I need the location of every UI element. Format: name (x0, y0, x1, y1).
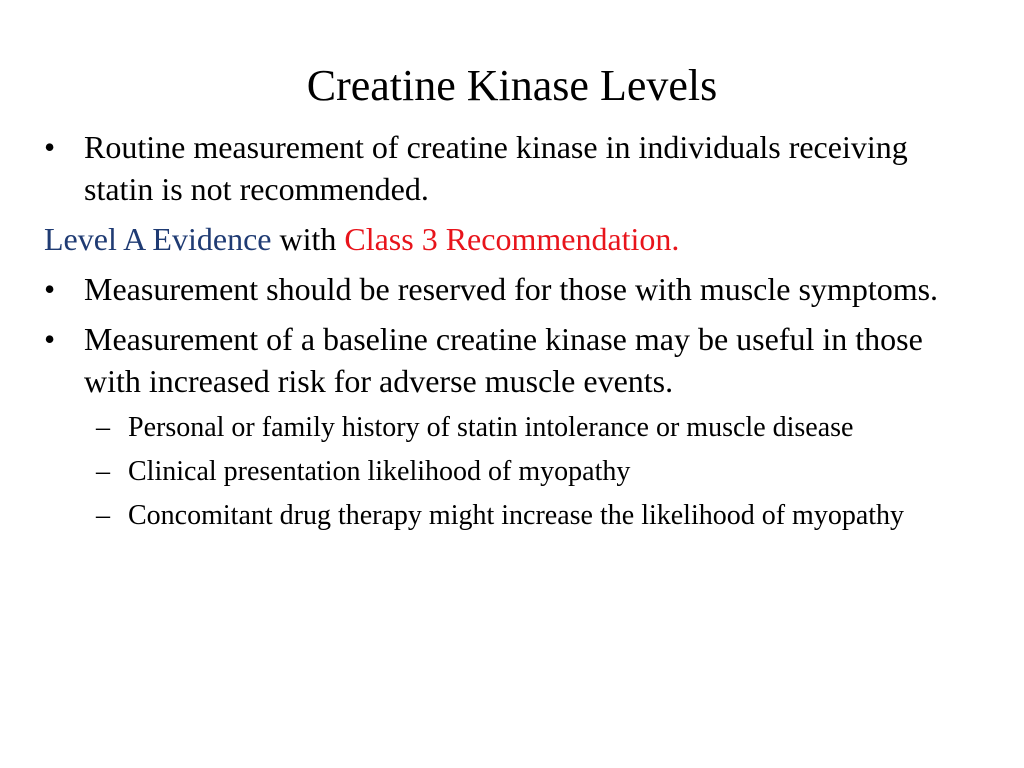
bullet-text: Measurement should be reserved for those with muscle symptoms. (84, 271, 939, 307)
bullet-item (40, 126, 980, 210)
bullet-marker: • (44, 271, 56, 307)
bullet-text: Routine measurement of creatine kinase in individuals receiving statin is not recommended. (84, 129, 908, 207)
evidence-class: Class 3 Recommendation. (344, 221, 680, 257)
sub-bullet-item (40, 454, 980, 490)
sub-bullet-text: Clinical presentation likelihood of myopathy (128, 456, 631, 487)
bullet-marker: • (44, 321, 56, 357)
evidence-line (44, 218, 980, 260)
sub-bullet-text: Personal or family history of statin intolerance or muscle disease (128, 412, 854, 443)
bullet-marker: • (44, 129, 56, 165)
sub-bullet-text: Concomitant drug therapy might increase the likelihood of myopathy (128, 500, 905, 531)
slide-title: Creatine Kinase Levels (306, 61, 718, 110)
evidence-level: Level A Evidence (44, 221, 272, 257)
bullet-item (40, 268, 980, 310)
sub-bullet-marker: – (96, 500, 110, 531)
sub-bullet-marker: – (96, 456, 110, 487)
bullet-text: Measurement of a baseline creatine kinase may be useful in those with increased risk for adverse muscle events. (84, 321, 923, 399)
evidence-connector: with (271, 221, 345, 257)
bullet-item (40, 318, 980, 402)
sub-bullet-item (40, 498, 980, 534)
slide-content (40, 126, 980, 542)
sub-bullet-marker: – (96, 412, 110, 443)
sub-bullet-item (40, 410, 980, 446)
